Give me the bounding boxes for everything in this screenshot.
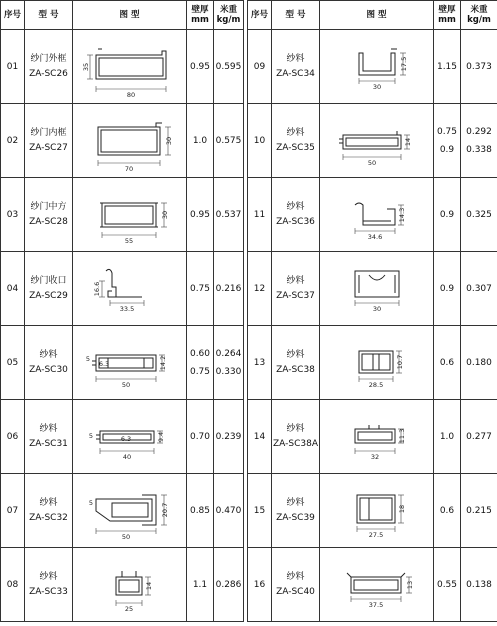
cell-seq — [248, 474, 272, 548]
cell-drawing — [320, 104, 434, 178]
thickness-value: 0.9 — [439, 144, 455, 155]
profile-code: ZA-SC40 — [276, 586, 315, 597]
cell-drawing — [320, 400, 434, 474]
profile-name: 纱门中方 — [30, 201, 67, 212]
thickness-value: 0.75 — [189, 366, 211, 377]
weight-value: 0.216 — [215, 283, 242, 294]
profile-code: ZA-SC27 — [29, 142, 68, 153]
cell-seq — [1, 326, 25, 400]
weight-value: 0.292 — [466, 126, 492, 137]
cell-model — [25, 400, 73, 474]
weight-value: 0.575 — [215, 135, 242, 146]
header-weight — [214, 1, 244, 30]
profile-name: 纱料 — [286, 423, 305, 434]
cell-drawing — [73, 252, 187, 326]
dimension-label: 14.2 — [158, 355, 167, 370]
seq-number: 15 — [253, 505, 266, 516]
profile-code: ZA-SC38A — [273, 438, 318, 449]
cell-thickness — [434, 30, 461, 104]
cell-model — [272, 326, 320, 400]
cell-thickness — [434, 178, 461, 252]
profile-drawing — [329, 183, 425, 247]
cell-thickness — [434, 326, 461, 400]
table-row — [1, 178, 497, 252]
cell-model — [25, 548, 73, 622]
header-thickness-label: 壁厚 mm — [191, 5, 209, 25]
seq-number: 02 — [6, 135, 19, 146]
seq-number: 06 — [6, 431, 19, 442]
cell-thickness — [434, 400, 461, 474]
dimension-label: 34.6 — [367, 232, 382, 241]
table-row — [1, 400, 497, 474]
seq-number: 14 — [253, 431, 266, 442]
dimension-label: 20.7 — [160, 502, 169, 517]
seq-number: 03 — [6, 209, 19, 220]
dimension-label: 30 — [372, 82, 381, 91]
cell-weight — [214, 104, 244, 178]
thickness-value: 0.95 — [189, 61, 211, 72]
cell-model — [25, 326, 73, 400]
cell-thickness — [187, 326, 214, 400]
cell-weight — [461, 104, 497, 178]
dimension-label: 6.3 — [98, 359, 109, 368]
thickness-value: 0.6 — [439, 505, 455, 516]
cell-weight — [461, 474, 497, 548]
profile-name: 纱料 — [39, 571, 58, 582]
dimension-label: 55 — [124, 236, 133, 245]
profile-name: 纱料 — [286, 571, 305, 582]
cell-weight — [461, 178, 497, 252]
header-seq: 序号 — [1, 1, 25, 30]
cell-seq — [248, 548, 272, 622]
thickness-value: 1.15 — [436, 61, 458, 72]
cell-drawing — [73, 30, 187, 104]
thickness-value: 0.75 — [436, 126, 458, 137]
cell-seq — [1, 30, 25, 104]
profile-code: ZA-SC31 — [29, 438, 68, 449]
cell-model — [272, 178, 320, 252]
profile-name: 纱料 — [286, 349, 305, 360]
table-row — [1, 252, 497, 326]
cell-model — [25, 178, 73, 252]
cell-drawing — [320, 474, 434, 548]
dimension-label: 30 — [160, 210, 169, 219]
dimension-label: 28.5 — [368, 380, 383, 389]
weight-value: 0.373 — [466, 61, 492, 72]
profile-name: 纱门内框 — [30, 127, 67, 138]
profile-name: 纱门收口 — [30, 275, 67, 286]
cell-seq — [1, 178, 25, 252]
dimension-label: 5 — [88, 498, 93, 507]
cell-model — [272, 252, 320, 326]
dimension-label: 10.7 — [395, 354, 404, 369]
cell-model — [272, 400, 320, 474]
dimension-label: 27.5 — [368, 530, 383, 539]
cell-thickness — [187, 400, 214, 474]
header-drawing: 图 型 — [73, 1, 187, 30]
weight-value: 0.595 — [215, 61, 242, 72]
dimension-label: 13 — [405, 580, 414, 589]
header-model: 型 号 — [272, 1, 320, 30]
seq-number: 10 — [253, 135, 266, 146]
table-row — [1, 30, 497, 104]
profile-drawing — [82, 405, 178, 469]
cell-drawing — [73, 474, 187, 548]
profile-code: ZA-SC35 — [276, 142, 315, 153]
dimension-label: 5 — [85, 354, 90, 363]
profile-drawing — [329, 553, 425, 617]
weight-value: 0.338 — [466, 144, 492, 155]
profile-drawing — [329, 257, 425, 321]
cell-weight — [214, 548, 244, 622]
cell-seq — [248, 178, 272, 252]
header-seq: 序号 — [248, 1, 272, 30]
thickness-value: 1.0 — [439, 431, 455, 442]
cell-drawing — [320, 326, 434, 400]
thickness-value: 0.85 — [189, 505, 211, 516]
cell-drawing — [73, 548, 187, 622]
cell-thickness — [187, 548, 214, 622]
thickness-value: 0.95 — [189, 209, 211, 220]
table-row — [1, 326, 497, 400]
seq-number: 07 — [6, 505, 19, 516]
cell-model — [272, 104, 320, 178]
profile-drawing — [82, 553, 178, 617]
dimension-label: 40 — [122, 452, 131, 461]
cell-seq — [248, 30, 272, 104]
header-thickness — [434, 1, 461, 30]
thickness-value: 1.1 — [192, 579, 208, 590]
dimension-label: 30 — [164, 136, 173, 145]
cell-drawing — [73, 326, 187, 400]
cell-seq — [248, 252, 272, 326]
profile-drawing — [82, 331, 178, 395]
header-thickness-label: 壁厚 mm — [438, 5, 456, 25]
header-row — [1, 1, 497, 30]
profile-code: ZA-SC37 — [276, 290, 315, 301]
cell-weight — [461, 548, 497, 622]
profile-drawing — [82, 35, 178, 99]
cell-seq — [1, 252, 25, 326]
dimension-label: 14 — [144, 581, 153, 590]
dimension-label: 33.5 — [119, 304, 134, 313]
seq-number: 04 — [6, 283, 19, 294]
cell-model — [25, 30, 73, 104]
dimension-label: 5 — [88, 431, 93, 440]
cell-thickness — [187, 474, 214, 548]
dimension-label: 14.3 — [397, 207, 406, 222]
cell-model — [25, 252, 73, 326]
seq-number: 01 — [6, 61, 19, 72]
cell-model — [25, 474, 73, 548]
profile-code: ZA-SC36 — [276, 216, 315, 227]
dimension-label: 50 — [367, 158, 376, 167]
profile-code: ZA-SC32 — [29, 512, 68, 523]
weight-value: 0.325 — [466, 209, 492, 220]
seq-number: 16 — [253, 579, 266, 590]
cell-seq — [1, 548, 25, 622]
cell-thickness — [434, 474, 461, 548]
dimension-label: 11.3 — [397, 428, 406, 443]
thickness-value: 0.70 — [189, 431, 211, 442]
dimension-label: 35 — [81, 62, 90, 71]
dimension-label: 18 — [397, 504, 406, 513]
seq-number: 12 — [253, 283, 266, 294]
profile-drawing — [82, 479, 178, 543]
dimension-label: 17.5 — [399, 56, 408, 71]
cell-seq — [1, 400, 25, 474]
profile-drawing — [82, 257, 178, 321]
profile-code: ZA-SC39 — [276, 512, 315, 523]
weight-value: 0.330 — [215, 366, 242, 377]
cell-drawing — [320, 548, 434, 622]
cell-model — [272, 474, 320, 548]
cell-weight — [214, 252, 244, 326]
weight-value: 0.307 — [466, 283, 492, 294]
cell-weight — [214, 400, 244, 474]
header-weight-label: 米重 kg/m — [467, 5, 491, 25]
profile-drawing — [329, 405, 425, 469]
cell-drawing — [73, 400, 187, 474]
seq-number: 09 — [253, 61, 266, 72]
table-row — [1, 104, 497, 178]
thickness-value: 0.9 — [439, 209, 455, 220]
profile-name: 纱门外框 — [30, 53, 67, 64]
profile-code: ZA-SC29 — [29, 290, 68, 301]
dimension-label: 50 — [121, 380, 130, 389]
cell-seq — [248, 326, 272, 400]
dimension-label: 37.5 — [368, 600, 383, 609]
thickness-value: 0.55 — [436, 579, 458, 590]
profile-code: ZA-SC26 — [29, 68, 68, 79]
cell-weight — [214, 326, 244, 400]
cell-drawing — [320, 30, 434, 104]
cell-drawing — [73, 104, 187, 178]
profile-drawing — [329, 109, 425, 173]
profile-code: ZA-SC28 — [29, 216, 68, 227]
header-weight — [461, 1, 497, 30]
cell-weight — [214, 30, 244, 104]
profile-drawing — [82, 109, 178, 173]
weight-value: 0.470 — [215, 505, 242, 516]
dimension-label: 30 — [372, 304, 381, 313]
weight-value: 0.215 — [466, 505, 492, 516]
profile-name: 纱料 — [39, 497, 58, 508]
cell-thickness — [187, 104, 214, 178]
weight-value: 0.239 — [215, 431, 242, 442]
dimension-label: 70 — [124, 164, 133, 173]
profile-drawing — [82, 183, 178, 247]
cell-model — [272, 548, 320, 622]
cell-model — [272, 30, 320, 104]
weight-value: 0.264 — [215, 348, 242, 359]
cell-weight — [214, 474, 244, 548]
thickness-value: 0.60 — [189, 348, 211, 359]
profile-code: ZA-SC30 — [29, 364, 68, 375]
profile-name: 纱料 — [286, 497, 305, 508]
thickness-value: 0.6 — [439, 357, 455, 368]
dimension-label: 25 — [124, 604, 133, 613]
weight-value: 0.537 — [215, 209, 242, 220]
seq-number: 05 — [6, 357, 19, 368]
dimension-label: 6.3 — [120, 434, 131, 443]
dimension-label: 9.4 — [156, 431, 165, 442]
cell-thickness — [434, 252, 461, 326]
cell-thickness — [187, 178, 214, 252]
profile-code: ZA-SC33 — [29, 586, 68, 597]
cell-seq — [248, 104, 272, 178]
weight-value: 0.286 — [215, 579, 242, 590]
dimension-label: 32 — [370, 452, 379, 461]
profile-name: 纱料 — [286, 201, 305, 212]
cell-drawing — [320, 252, 434, 326]
header-weight-label: 米重 kg/m — [216, 5, 241, 25]
dimension-label: 80 — [126, 90, 135, 99]
thickness-value: 0.9 — [439, 283, 455, 294]
cell-seq — [248, 400, 272, 474]
cell-thickness — [434, 548, 461, 622]
cell-weight — [461, 252, 497, 326]
header-thickness — [187, 1, 214, 30]
thickness-value: 1.0 — [192, 135, 208, 146]
cell-drawing — [73, 178, 187, 252]
cell-weight — [461, 326, 497, 400]
cell-thickness — [187, 252, 214, 326]
cell-thickness — [187, 30, 214, 104]
table-row — [1, 474, 497, 548]
dimension-label: 14 — [403, 137, 412, 146]
profile-name: 纱料 — [286, 275, 305, 286]
cell-weight — [214, 178, 244, 252]
seq-number: 11 — [253, 209, 266, 220]
header-model: 型 号 — [25, 1, 73, 30]
weight-value: 0.138 — [466, 579, 492, 590]
header-drawing: 图 型 — [320, 1, 434, 30]
profile-drawing — [329, 35, 425, 99]
table-row — [1, 548, 497, 622]
cell-seq — [1, 104, 25, 178]
cell-model — [25, 104, 73, 178]
cell-drawing — [320, 178, 434, 252]
cell-weight — [461, 400, 497, 474]
profile-drawing — [329, 331, 425, 395]
seq-number: 08 — [6, 579, 19, 590]
seq-number: 13 — [253, 357, 266, 368]
profile-name: 纱料 — [39, 349, 58, 360]
profile-name: 纱料 — [286, 127, 305, 138]
thickness-value: 0.75 — [189, 283, 211, 294]
profile-name: 纱料 — [39, 423, 58, 434]
profile-name: 纱料 — [286, 53, 305, 64]
profile-drawing — [329, 479, 425, 543]
profile-code: ZA-SC34 — [276, 68, 315, 79]
cell-thickness — [434, 104, 461, 178]
dimension-label: 16.6 — [92, 281, 101, 296]
dimension-label: 50 — [121, 532, 130, 541]
profile-code: ZA-SC38 — [276, 364, 315, 375]
weight-value: 0.277 — [466, 431, 492, 442]
cell-weight — [461, 30, 497, 104]
weight-value: 0.180 — [466, 357, 492, 368]
cell-seq — [1, 474, 25, 548]
